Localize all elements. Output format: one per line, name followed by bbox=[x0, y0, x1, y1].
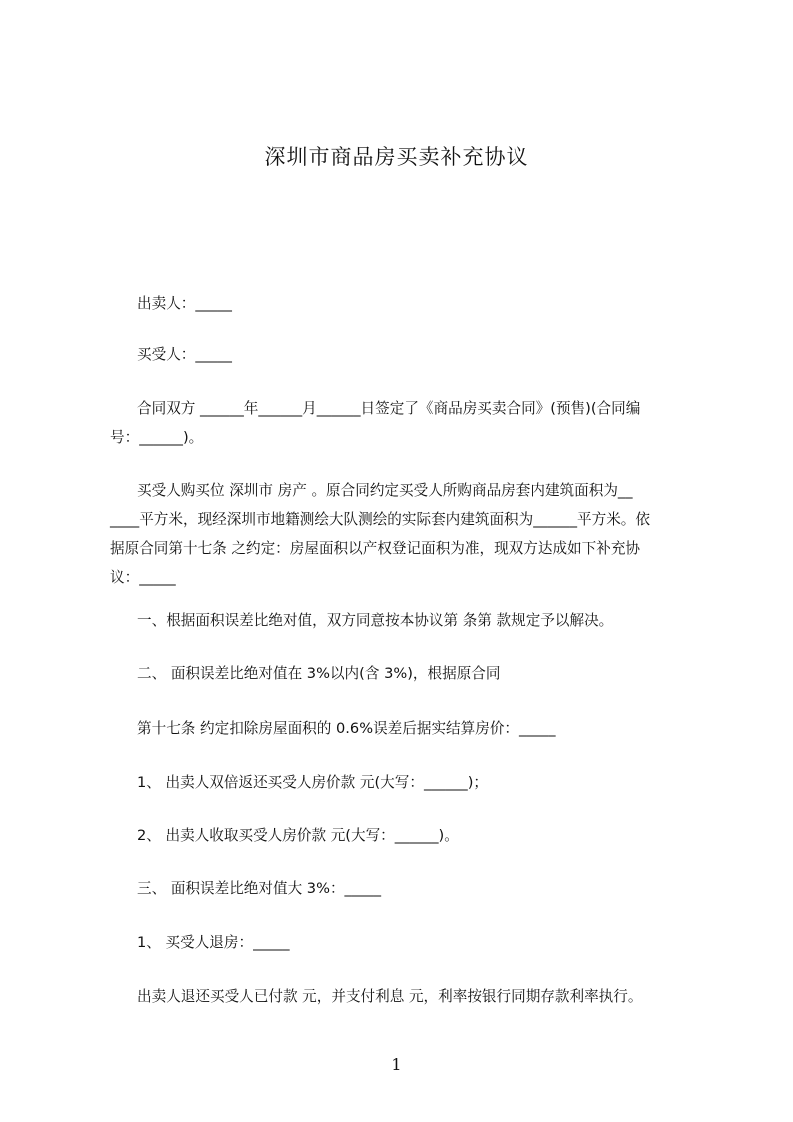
clause-2: 二、 面积误差比绝对值在 3%以内(含 3%)，根据原合同 bbox=[137, 665, 501, 682]
purchase-line-4: 议：_____ bbox=[110, 569, 176, 586]
page-number: 1 bbox=[391, 1055, 402, 1074]
clause-1: 一、根据面积误差比绝对值，双方同意按本协议第 条第 款规定予以解决。 bbox=[137, 612, 614, 629]
clause-3-item-1: 1、 买受人退房：_____ bbox=[137, 934, 290, 951]
buyer-line: 买受人：_____ bbox=[137, 346, 232, 363]
contract-line-2: 号：______)。 bbox=[110, 429, 204, 446]
purchase-line-1: 买受人购买位 深圳市 房产 。原合同约定买受人所购商品房套内建筑面积为__ bbox=[137, 482, 633, 499]
purchase-line-3: 据原合同第十七条 之约定：房屋面积以产权登记面积为准，现双方达成如下补充协 bbox=[110, 540, 641, 557]
clause-3: 三、 面积误差比绝对值大 3%：_____ bbox=[137, 880, 382, 897]
purchase-paragraph bbox=[110, 476, 700, 592]
purchase-line-2: ____平方米，现经深圳市地籍测绘大队测绘的实际套内建筑面积为______平方米。依 bbox=[110, 511, 650, 528]
clause-2-item-1: 1、 出卖人双倍返还买受人房价款 元(大写：______)； bbox=[137, 774, 489, 791]
clause-2-item-2: 2、 出卖人收取买受人房价款 元(大写：______)。 bbox=[137, 827, 459, 844]
clause-2-detail: 第十七条 约定扣除房屋面积的 0.6%误差后据实结算房价：_____ bbox=[137, 720, 556, 737]
contract-paragraph bbox=[110, 394, 700, 452]
document-title: 深圳市商品房买卖补充协议 bbox=[264, 145, 529, 169]
contract-line-1: 合同双方 ______年______月______日签定了《商品房买卖合同》(预售)(合同编 bbox=[137, 400, 641, 417]
clause-3-item-1-detail: 出卖人退还买受人已付款 元，并支付利息 元，利率按银行同期存款利率执行。 bbox=[137, 988, 643, 1005]
seller-line: 出卖人：_____ bbox=[137, 295, 232, 312]
